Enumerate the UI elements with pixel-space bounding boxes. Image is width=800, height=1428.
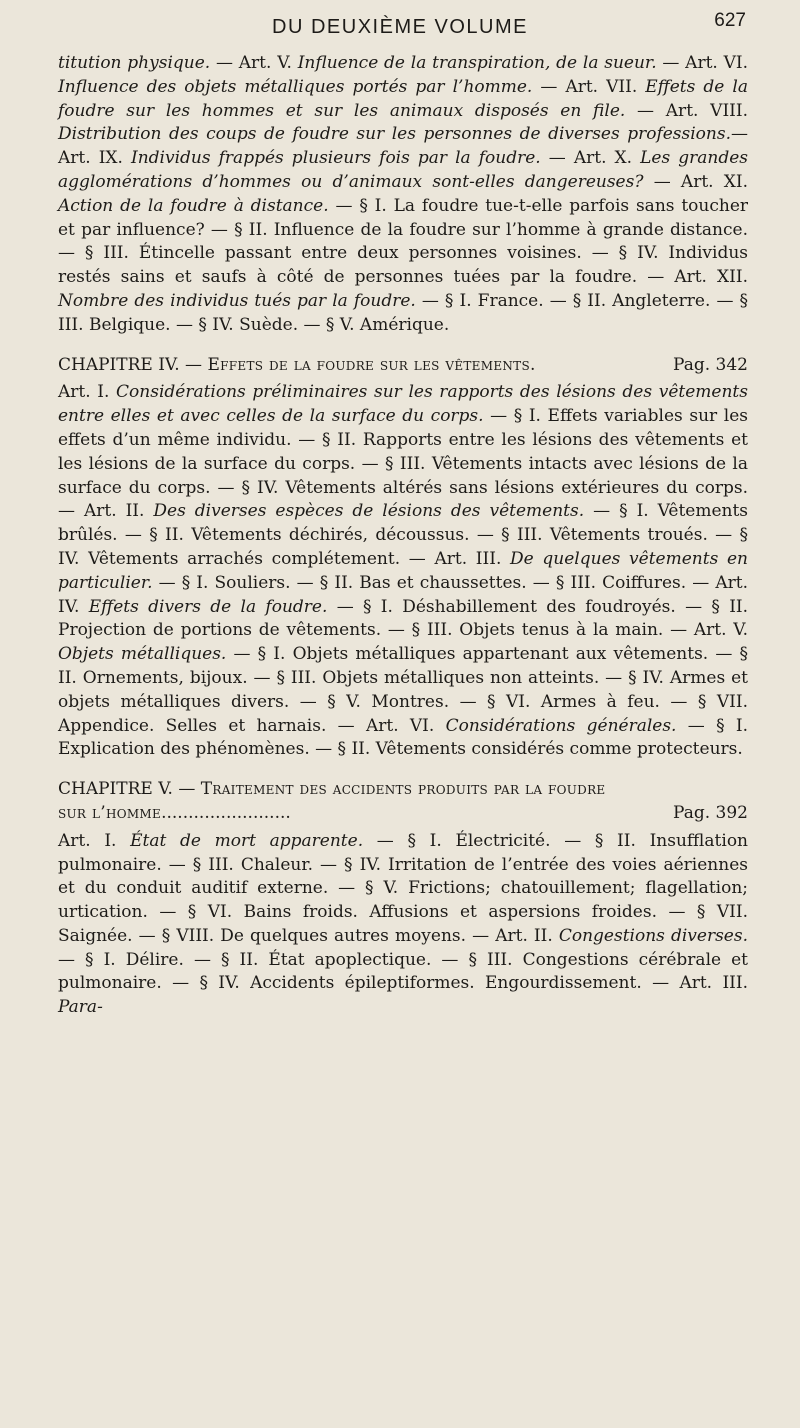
toc-article-title: Para-	[58, 997, 103, 1018]
toc-text-segment: — § I. France. — § II. Angleterre. — § III. Belgique. — § IV. Suède. — § V. Amérique.	[58, 290, 749, 335]
toc-text-segment: — Art. VI.	[662, 53, 749, 73]
toc-paragraph-chapter-3-continued	[58, 52, 748, 338]
toc-text-segment: Art. I.	[58, 830, 131, 851]
toc-text-segment: — § I. La foudre tue-t-elle parfois sans toucher et par influence? — § II. Influence de la foudre sur l’homme à grande distance. — § III. Étincelle passant entre deux personnes voisines. — § IV. Individus restés sains et saufs à côté de personnes tuées par la foudre. — Art. XII.	[58, 195, 749, 288]
toc-paragraph-chapter-5	[58, 830, 748, 1020]
toc-text-segment: — § I. Déshabillement des foudroyés. — § II. Projection de portions de vêtements. — § III. Objets tenus à la main. — Art. V.	[58, 596, 749, 641]
toc-text-segment: — Art. VIII.	[637, 100, 748, 121]
toc-text-segment: — § I. Objets métalliques appartenant aux vêtements. — § II. Ornements, bijoux. — § III. Objets métalliques non atteints. — § IV. Armes et objets métalliques divers. — § V. Montres. — § VI. Armes à feu. — § VII. Appendice. Selles et harnais. — Art. VI.	[58, 644, 748, 736]
chapter-5-title: Traitement des accidents produits par la foudre	[200, 779, 606, 800]
toc-text-segment: — § I. Électricité. — § II. Insufflation pulmonaire. — § III. Chaleur. — § IV. Irritation de l’entrée des voies aériennes et du conduit auditif externe. — § V. Frictions; chatouillement; flagellation; urtication. — § VI. Bains froids. Affusions et aspersions froides. — § VII. Saignée. — § VIII. De quelques autres moyens. — Art. II.	[58, 830, 749, 946]
toc-paragraph-chapter-4	[58, 381, 748, 762]
toc-article-title: Congestions diverses.	[558, 925, 748, 946]
toc-text-segment: — § I. Vêtements brûlés. — § II. Vêtements déchirés, découssus. — § III. Vêtements troués. — § IV. Vêtements arrachés complétement. — Art. III.	[58, 501, 749, 569]
chapter-4-label: CHAPITRE IV. —	[58, 354, 208, 375]
chapter-4-heading	[58, 354, 748, 378]
chapter-5-label: CHAPITRE V. —	[58, 779, 201, 800]
toc-article-title: Influence des objets métalliques portés par l’homme.	[58, 76, 541, 97]
toc-article-title: De quelques vêtements en particulier.	[58, 548, 748, 593]
table-of-contents	[58, 52, 748, 1020]
chapter-5-heading	[58, 778, 748, 826]
toc-text-segment: Art. I.	[58, 382, 117, 403]
toc-text-segment: — § I. Effets variables sur les effets d’un même individu. — § II. Rapports entre les lésions des vêtements et les lésions de la surface du corps. — § III. Vêtements intacts avec lésions de la surface du corps. — § IV. Vêtements altérés sans lésions extérieures du corps. — Art. II.	[58, 406, 748, 522]
page-header	[0, 10, 800, 50]
page-number: 627	[714, 10, 746, 31]
toc-article-title: Les grandes agglomérations d’hommes ou d’animaux sont-elles dangereuses?	[58, 148, 749, 192]
toc-article-title: Nombre des individus tués par la foudre.	[58, 290, 422, 311]
toc-article-title: Action de la foudre à distance.	[58, 195, 336, 216]
toc-text-segment: — Art. X.	[548, 148, 641, 169]
toc-article-title: Considérations préliminaires sur les rapports des lésions des vêtements entre elles et avec celles de la surface du corps.	[58, 382, 748, 427]
running-head: DU DEUXIÈME VOLUME	[272, 16, 528, 38]
chapter-5-page-ref: Pag. 392	[673, 802, 748, 823]
toc-text-segment: — § I. Délire. — § II. État apoplectique. — § III. Congestions cérébrale et pulmonaire. — § IV. Accidents épileptiformes. Engourdissement. — Art. III.	[58, 949, 748, 994]
toc-article-title: Distribution des coups de foudre sur les personnes de diverses professions.	[58, 124, 731, 145]
toc-article-title: Objets métalliques.	[58, 644, 234, 665]
toc-article-title: Individus frappés plusieurs fois par la foudre.	[131, 148, 549, 169]
toc-text-segment: — Art. XI.	[653, 171, 748, 192]
toc-text-segment: — § I. Explication des phénomènes. — § II. Vêtements considérés comme protecteurs.	[58, 715, 748, 760]
toc-article-title: Effets de la foudre sur les hommes et sur les animaux disposés en file.	[58, 76, 748, 121]
toc-text-segment: — Art. V.	[215, 53, 298, 73]
toc-article-title: Des diverses espèces de lésions des vêtements.	[153, 501, 594, 522]
toc-article-title: État de mort apparente.	[130, 830, 377, 851]
chapter-4-title: Effets de la foudre sur les vêtements.	[207, 354, 536, 375]
toc-text-segment: — Art. VII.	[540, 76, 646, 97]
toc-article-title: Effets divers de la foudre.	[88, 596, 337, 617]
chapter-4-page-ref: Pag. 342	[673, 354, 748, 375]
toc-text-segment: — § I. Souliers. — § II. Bas et chaussettes. — § III. Coiffures. — Art. IV.	[58, 572, 748, 617]
toc-article-title: Considérations générales.	[445, 715, 688, 736]
chapter-5-title-continued: sur l’homme	[58, 802, 162, 823]
toc-text-segment: —Art. IX.	[58, 124, 748, 169]
toc-article-title: titution physique.	[58, 53, 216, 73]
chapter-5-leader: ........................	[161, 802, 291, 823]
toc-article-title: Influence de la transpiration, de la sueur.	[297, 53, 663, 73]
